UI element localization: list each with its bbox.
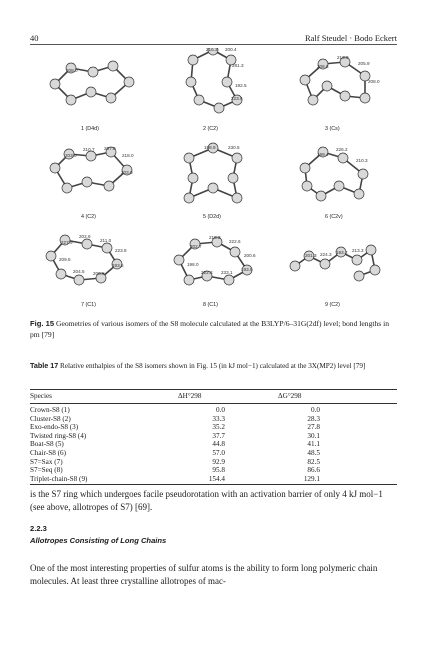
table-cell-dg: 41.1: [307, 440, 320, 449]
table-cell-dh: 33.3: [212, 414, 225, 423]
molecule-panel: [290, 245, 380, 308]
table-cell-species: S7=Sax (7): [30, 457, 63, 466]
sulfur-atom: [188, 173, 198, 183]
table-cell-dg: 86.6: [307, 466, 320, 475]
bond-length-label: 216.3: [206, 48, 218, 52]
bond-length-label: 233.1: [221, 270, 233, 275]
bond-length-label: 202.6: [79, 234, 91, 239]
molecule-panel: [300, 147, 368, 220]
table-cell-dh: 57.0: [212, 449, 225, 457]
table-row: [30, 423, 397, 432]
sulfur-atom: [188, 55, 198, 65]
panel-label: 6 (C2v): [325, 214, 343, 220]
table-header-row: [30, 392, 397, 401]
panel-label: 4 (C2): [81, 214, 96, 220]
table-cell-dh: 0.0: [216, 406, 225, 414]
sulfur-atom: [222, 77, 232, 87]
table-header-dg: ΔG°298: [278, 392, 302, 400]
sulfur-atom: [186, 77, 196, 87]
sulfur-atom: [354, 189, 364, 199]
table-bottom-rule: [30, 484, 397, 485]
body-paragraph-1: is the S7 ring which undergoes facile pseudorotation with an activation barrier of only 4 kJ mol−1 (see above, allotropes of S7) [69].: [30, 489, 383, 512]
sulfur-atom: [174, 255, 184, 265]
sulfur-atom: [360, 93, 370, 103]
table-cell-species: Crown-S8 (1): [30, 406, 70, 414]
bond-length-label: 206.6: [317, 64, 329, 69]
table-cell-dh: 44.8: [212, 440, 225, 449]
sulfur-atom: [338, 153, 348, 163]
table-cell-dg: 129.1: [303, 474, 320, 483]
bond-length-label: 204.5: [73, 269, 85, 274]
molecule-panel: [300, 55, 380, 132]
bond-length-label: 222.3: [201, 270, 213, 275]
table-cell-dh: 154.4: [208, 474, 225, 483]
bond-length-label: 193.5: [112, 263, 124, 268]
bond-length-label: 213.3: [352, 248, 364, 253]
table-cell-dg: 0.0: [311, 406, 320, 414]
bond-length-label: 198.9: [204, 145, 216, 150]
figure-15: [30, 48, 397, 313]
sulfur-atom: [184, 275, 194, 285]
sulfur-atom: [302, 181, 312, 191]
bond-length-label: 218.0: [122, 153, 134, 158]
sulfur-atom: [50, 79, 60, 89]
table-caption-label: Table 17: [30, 361, 59, 370]
sulfur-atom: [214, 103, 224, 113]
molecule-panel: [186, 48, 247, 132]
bond-length-label: 215.3: [209, 235, 221, 240]
bond-length-label: 192.5: [235, 83, 247, 88]
bond-length-label: 193.2: [336, 250, 348, 255]
sulfur-atom: [108, 61, 118, 71]
table-top-rule: [30, 389, 397, 390]
table-cell-dh: 35.2: [212, 423, 225, 432]
table-caption-text: Relative enthalpies of the S8 isomers shown in Fig. 15 (in kJ mol−1) calculated at the 3X(MP2) level [79]: [58, 362, 366, 370]
table-cell-dh: 95.8: [212, 466, 225, 475]
sulfur-atom: [124, 77, 134, 87]
panel-label: 1 (D4d): [81, 126, 99, 132]
sulfur-atom: [300, 163, 310, 173]
bond-length-label: 226.2: [336, 147, 348, 152]
bond-length-label: 224.3: [320, 252, 332, 257]
sulfur-atom: [300, 75, 310, 85]
panel-label: 2 (C2): [203, 126, 218, 132]
table-cell-species: Triplet-chain-S8 (9): [30, 474, 88, 483]
sulfur-atom: [66, 95, 76, 105]
body-paragraph-2: One of the most interesting properties of sulfur atoms is the ability to form long polymeric chain molecules. At least three crystalline allotropes of mac-: [30, 563, 378, 586]
sulfur-atom: [82, 177, 92, 187]
sulfur-atom: [316, 191, 326, 201]
bond-length-label: 223.8: [115, 248, 127, 253]
bond-length-label: 213.9: [337, 55, 349, 60]
sulfur-atom: [106, 93, 116, 103]
panel-label: 5 (D2d): [203, 214, 221, 220]
table-cell-species: Chair-S8 (6): [30, 449, 66, 457]
sulfur-atom: [88, 67, 98, 77]
sulfur-atom: [46, 251, 56, 261]
bond-length-label: 200.6: [244, 253, 256, 258]
table-row: [30, 432, 397, 441]
section-number: 2.2.3: [30, 524, 47, 533]
sulfur-atom: [354, 271, 364, 281]
molecule-panel: [184, 143, 242, 220]
sulfur-atom: [86, 151, 96, 161]
bond-length-label: 281.3: [232, 63, 244, 68]
sulfur-atom: [224, 275, 234, 285]
bond-length-label: 199.4: [317, 152, 329, 157]
table-header-dh: ΔH°298: [178, 392, 202, 400]
page-number: 40: [30, 33, 39, 43]
table-cell-species: S7=Seq (8): [30, 466, 63, 475]
sulfur-atom: [228, 173, 238, 183]
bond-length-label: 223.6: [231, 96, 243, 101]
figure-caption: [30, 319, 397, 340]
bond-length-label: 210.3: [356, 158, 368, 163]
bond-length-label: 202.7: [190, 244, 202, 249]
bond-length-label: 198.0: [187, 262, 199, 267]
molecule-panel: [174, 235, 256, 308]
table-cell-species: Cluster-S8 (2): [30, 414, 71, 423]
sulfur-atom: [56, 269, 66, 279]
bond-length-label: 203.0: [65, 153, 77, 158]
sulfur-atom: [86, 87, 96, 97]
sulfur-atom: [358, 169, 368, 179]
sulfur-atom: [102, 243, 112, 253]
table-cell-dh: 37.7: [212, 431, 225, 440]
bond-length-label: 193.8: [241, 267, 253, 272]
sulfur-atom: [308, 95, 318, 105]
sulfur-atom: [370, 265, 380, 275]
molecule-panel: [50, 146, 134, 220]
bond-length-label: 222.6: [229, 239, 241, 244]
bond-length-label: 227.9: [61, 240, 73, 245]
figure-caption-label: Fig. 15: [30, 319, 55, 328]
table-cell-dh: 92.9: [212, 457, 225, 466]
sulfur-atom: [82, 239, 92, 249]
sulfur-atom: [320, 259, 330, 269]
bond-length-label: 203.0: [121, 170, 133, 175]
sulfur-atom: [104, 181, 114, 191]
table-cell-dg: 48.5: [307, 449, 320, 457]
sulfur-atom: [62, 183, 72, 193]
panel-label: 8 (C1): [203, 302, 218, 308]
molecule-panel: [46, 234, 127, 308]
sulfur-atom: [194, 95, 204, 105]
bond-length-label: 201.3: [305, 253, 317, 258]
table-cell-species: Twisted ring-S8 (4): [30, 431, 87, 440]
bond-length-label: 210.7: [83, 147, 95, 152]
table-cell-dg: 30.1: [307, 431, 320, 440]
sulfur-atom: [74, 275, 84, 285]
panel-label: 3 (Cs): [325, 126, 340, 132]
figure-caption-text: Geometries of various isomers of the S8 molecule calculated at the B3LYP/6–31G(2df) level; bond lengths in pm [79]: [30, 319, 390, 339]
table-cell-dg: 82.5: [307, 457, 320, 466]
sulfur-atom: [184, 193, 194, 203]
table-cell-species: Boat-S8 (5): [30, 440, 64, 449]
table-cell-dg: 27.8: [307, 423, 320, 432]
molecule-panel: [50, 61, 134, 132]
bond-length-label: 200.4: [225, 48, 237, 52]
section-title: Allotropes Consisting of Long Chains: [30, 536, 167, 545]
table-row: [30, 449, 397, 458]
table-caption: [30, 361, 397, 371]
sulfur-atom: [184, 153, 194, 163]
bond-length-label: 208.0: [66, 68, 78, 73]
panel-label: 7 (C1): [81, 302, 96, 308]
table-row: [30, 415, 397, 424]
sulfur-atom: [322, 81, 332, 91]
bond-length-label: 206.8: [93, 271, 105, 276]
sulfur-atom: [230, 247, 240, 257]
bond-length-label: 208.0: [368, 79, 380, 84]
bond-length-label: 230.5: [228, 145, 240, 150]
bond-length-label: 209.5: [59, 257, 71, 262]
table-cell-species: Exo-endo-S8 (3): [30, 423, 79, 432]
table-header-species: Species: [30, 392, 52, 400]
bond-length-label: 211.0: [100, 238, 112, 243]
table-header-rule: [30, 403, 397, 404]
sulfur-atom: [334, 181, 344, 191]
sulfur-atom: [290, 261, 300, 271]
panel-label: 9 (C2): [325, 302, 340, 308]
sulfur-atom: [232, 153, 242, 163]
table-row: [30, 440, 397, 449]
sulfur-atom: [340, 91, 350, 101]
bond-length-label: 205.9: [358, 61, 370, 66]
table-cell-dg: 28.3: [307, 414, 320, 423]
table-row: [30, 406, 397, 415]
bond-length-label: 207.0: [104, 146, 116, 151]
running-header-authors: Ralf Steudel · Bodo Eckert: [304, 33, 397, 43]
sulfur-atom: [352, 255, 362, 265]
table-row: [30, 458, 397, 467]
table-row: [30, 466, 397, 475]
sulfur-atom: [208, 183, 218, 193]
sulfur-atom: [366, 245, 376, 255]
table-row: [30, 475, 397, 484]
header-rule: [30, 44, 397, 45]
sulfur-atom: [232, 193, 242, 203]
sulfur-atom: [50, 163, 60, 173]
